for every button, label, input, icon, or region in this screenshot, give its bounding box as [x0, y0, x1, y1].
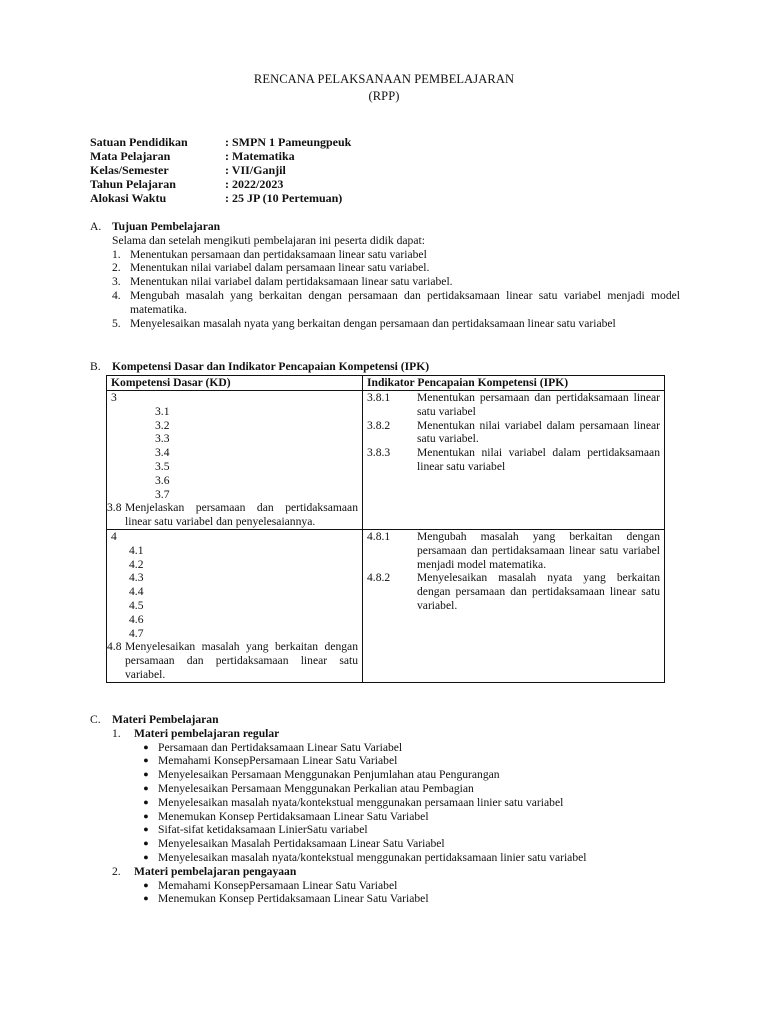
- objective-item: [112, 289, 680, 317]
- objective-text: Menentukan persamaan dan pertidaksamaan linear satu variabel: [130, 247, 427, 261]
- bullet-icon: ●: [143, 810, 149, 821]
- kd-main-number: 3: [111, 391, 117, 404]
- ipk-item: [367, 446, 660, 474]
- list-item-text: Menyelesaikan masalah nyata/kontekstual menggunakan pertidaksamaan linier satu variabel: [158, 850, 587, 864]
- list-item-text: Memahami KonsepPersamaan Linear Satu Variabel: [158, 754, 398, 768]
- bullet-icon: ●: [143, 755, 149, 766]
- ipk-cell: [363, 391, 665, 530]
- objective-item: [112, 317, 680, 331]
- bullet-icon: ●: [143, 851, 149, 862]
- kd-sub-number: 4.5: [129, 598, 144, 612]
- identity-label: Alokasi Waktu: [90, 191, 167, 205]
- kd-sub-number: 3.7: [155, 487, 170, 501]
- list-item-text: Sifat-sifat ketidaksamaan LinierSatu variabel: [158, 823, 368, 837]
- subsection-number: 1.: [112, 726, 121, 740]
- ipk-number: 4.8.2: [367, 571, 391, 585]
- identity-value: : 25 JP (10 Pertemuan): [225, 191, 343, 205]
- kd-final-text: Menjelaskan persamaan dan pertidaksamaan linear satu variabel dan penyelesaiannya.: [125, 501, 358, 529]
- list-item-text: Menyelesaikan masalah nyata/kontekstual menggunakan persamaan linier satu variabel: [158, 795, 564, 809]
- subsection-number: 2.: [112, 864, 121, 878]
- kd-sub-number: 3.5: [155, 459, 170, 473]
- bullet-icon: ●: [143, 796, 149, 807]
- kd-main-number: 4: [111, 529, 117, 543]
- ipk-cell: [363, 529, 665, 682]
- identity-label: Satuan Pendidikan: [90, 135, 188, 149]
- objective-number: 2.: [112, 261, 121, 275]
- kd-sub-number: 4.4: [129, 585, 144, 599]
- subsection-title: Materi pembelajaran pengayaan: [134, 864, 297, 878]
- subsection-heading: [112, 865, 680, 879]
- list-item-text: Menyelesaikan Persamaan Menggunakan Perkalian atau Pembagian: [158, 781, 474, 795]
- kd-sub-number: 4.6: [129, 612, 144, 626]
- bullet-icon: ●: [143, 824, 149, 835]
- identity-row: [90, 164, 351, 178]
- identity-value: : 2022/2023: [225, 177, 284, 191]
- kd-sub-number: 4.7: [129, 626, 144, 640]
- ipk-text: Mengubah masalah yang berkaitan dengan persamaan dan pertidaksamaan linear satu variabel menjadi model matematika.: [417, 529, 660, 571]
- table-row: [107, 391, 665, 530]
- section-letter: C.: [90, 713, 101, 726]
- bullet-icon: ●: [143, 879, 149, 890]
- objective-item: [112, 261, 680, 275]
- kd-final-text: Menyelesaikan masalah yang berkaitan dengan persamaan dan pertidaksamaan linear satu variabel.: [125, 640, 358, 681]
- list-item: [134, 796, 680, 810]
- list-item: [134, 892, 680, 906]
- ipk-item: [367, 530, 660, 571]
- identity-row: [90, 136, 351, 150]
- identity-label: Mata Pelajaran: [90, 149, 171, 163]
- list-item: [134, 768, 680, 782]
- ipk-text: Menentukan nilai variabel dalam pertidaksamaan linear satu variabel: [417, 446, 660, 473]
- section-a-heading: [90, 220, 680, 234]
- objective-item: [112, 275, 680, 289]
- list-item: [134, 754, 680, 768]
- list-item-text: Menyelesaikan Persamaan Menggunakan Penjumlahan atau Pengurangan: [158, 768, 500, 782]
- kd-sub-number: 3.4: [155, 446, 170, 460]
- kd-final: [107, 640, 358, 681]
- list-item-text: Menemukan Konsep Pertidaksamaan Linear Satu Variabel: [158, 809, 429, 823]
- bullet-icon: ●: [143, 838, 149, 849]
- kd-cell: [107, 529, 363, 682]
- section-b: [90, 360, 680, 374]
- identity-value: : SMPN 1 Pameungpeuk: [225, 135, 352, 149]
- ipk-number: 3.8.1: [367, 391, 391, 404]
- kd-final-number: 4.8: [107, 640, 122, 654]
- objective-item: [112, 248, 680, 262]
- identity-value: : Matematika: [225, 149, 295, 163]
- kd-column-header: Kompetensi Dasar (KD): [107, 376, 363, 391]
- kd-ipk-table: [106, 375, 665, 683]
- kd-sub-number: 3.1: [155, 404, 170, 418]
- objective-number: 1.: [112, 247, 121, 261]
- list-item: [134, 741, 680, 755]
- section-title: Materi Pembelajaran: [112, 713, 219, 726]
- kd-final-number: 3.8: [107, 501, 122, 515]
- ipk-text: Menentukan persamaan dan pertidaksamaan linear satu variabel: [417, 391, 660, 418]
- kd-cell: [107, 391, 363, 530]
- identity-table: [90, 136, 351, 206]
- list-item-text: Persamaan dan Pertidaksamaan Linear Satu Variabel: [158, 740, 403, 754]
- ipk-column-header: Indikator Pencapaian Kompetensi (IPK): [363, 376, 665, 391]
- objective-number: 3.: [112, 275, 121, 289]
- section-title: Tujuan Pembelajaran: [112, 220, 221, 233]
- objective-text: Mengubah masalah yang berkaitan dengan persamaan dan pertidaksamaan linear satu variabel menjadi model matematika.: [130, 288, 680, 316]
- table-header-row: [107, 376, 665, 391]
- section-letter: B.: [90, 360, 101, 373]
- kd-sub-number: 4.3: [129, 571, 144, 585]
- identity-row: [90, 178, 351, 192]
- list-item: [134, 879, 680, 893]
- list-item-text: Memahami KonsepPersamaan Linear Satu Variabel: [158, 878, 398, 892]
- section-b-heading: [90, 360, 680, 374]
- list-item-text: Menemukan Konsep Pertidaksamaan Linear Satu Variabel: [158, 892, 429, 906]
- bullet-icon: ●: [143, 782, 149, 793]
- list-item: [134, 810, 680, 824]
- table-row: [107, 529, 665, 682]
- kd-sub-number: 4.2: [129, 557, 144, 571]
- kd-final: [107, 501, 358, 529]
- ipk-text: Menentukan nilai variabel dalam persamaan linear satu variabel.: [417, 418, 660, 446]
- bullet-icon: ●: [143, 741, 149, 752]
- section-title: Kompetensi Dasar dan Indikator Pencapaian Kompetensi (IPK): [112, 360, 430, 373]
- identity-row: [90, 192, 351, 206]
- list-item: [134, 823, 680, 837]
- ipk-text: Menyelesaikan masalah nyata yang berkaitan dengan persamaan dan pertidaksamaan linear satu variabel.: [417, 571, 660, 612]
- identity-value: : VII/Ganjil: [225, 163, 286, 177]
- identity-label: Tahun Pelajaran: [90, 177, 176, 191]
- objective-text: Menentukan nilai variabel dalam persamaan linear satu variabel.: [130, 261, 430, 275]
- identity-label: Kelas/Semester: [90, 163, 169, 177]
- section-a-intro: Selama dan setelah mengikuti pembelajaran ini peserta didik dapat:: [112, 233, 425, 247]
- section-c-heading: [90, 713, 680, 727]
- subsection-heading: [112, 727, 680, 741]
- document-title: RENCANA PELAKSANAAN PEMBELAJARAN: [253, 72, 515, 86]
- ipk-number: 4.8.1: [367, 529, 391, 543]
- document-subtitle: (RPP): [368, 89, 400, 103]
- objective-number: 5.: [112, 316, 121, 330]
- list-item: [134, 782, 680, 796]
- kd-sub-number: 3.3: [155, 432, 170, 446]
- objective-number: 4.: [112, 288, 121, 302]
- objective-text: Menentukan nilai variabel dalam pertidaksamaan linear satu variabel.: [130, 275, 453, 289]
- kd-sub-number: 3.6: [155, 473, 170, 487]
- kd-sub-number: 4.1: [129, 543, 144, 557]
- ipk-number: 3.8.2: [367, 418, 391, 432]
- identity-row: [90, 150, 351, 164]
- list-item: [134, 837, 680, 851]
- ipk-item: [367, 391, 660, 419]
- objective-text: Menyelesaikan masalah nyata yang berkaitan dengan persamaan dan pertidaksamaan linear satu variabel: [130, 316, 616, 330]
- kd-sub-number: 3.2: [155, 418, 170, 432]
- section-a: [90, 220, 680, 330]
- list-item: [134, 851, 680, 865]
- list-item-text: Menyelesaikan Masalah Pertidaksamaan Linear Satu Variabel: [158, 837, 445, 851]
- ipk-number: 3.8.3: [367, 446, 391, 460]
- bullet-icon: ●: [143, 769, 149, 780]
- bullet-icon: ●: [143, 893, 149, 904]
- ipk-item: [367, 571, 660, 612]
- section-letter: A.: [90, 220, 102, 233]
- section-c: [90, 713, 680, 906]
- ipk-item: [367, 419, 660, 447]
- subsection-title: Materi pembelajaran regular: [134, 726, 280, 740]
